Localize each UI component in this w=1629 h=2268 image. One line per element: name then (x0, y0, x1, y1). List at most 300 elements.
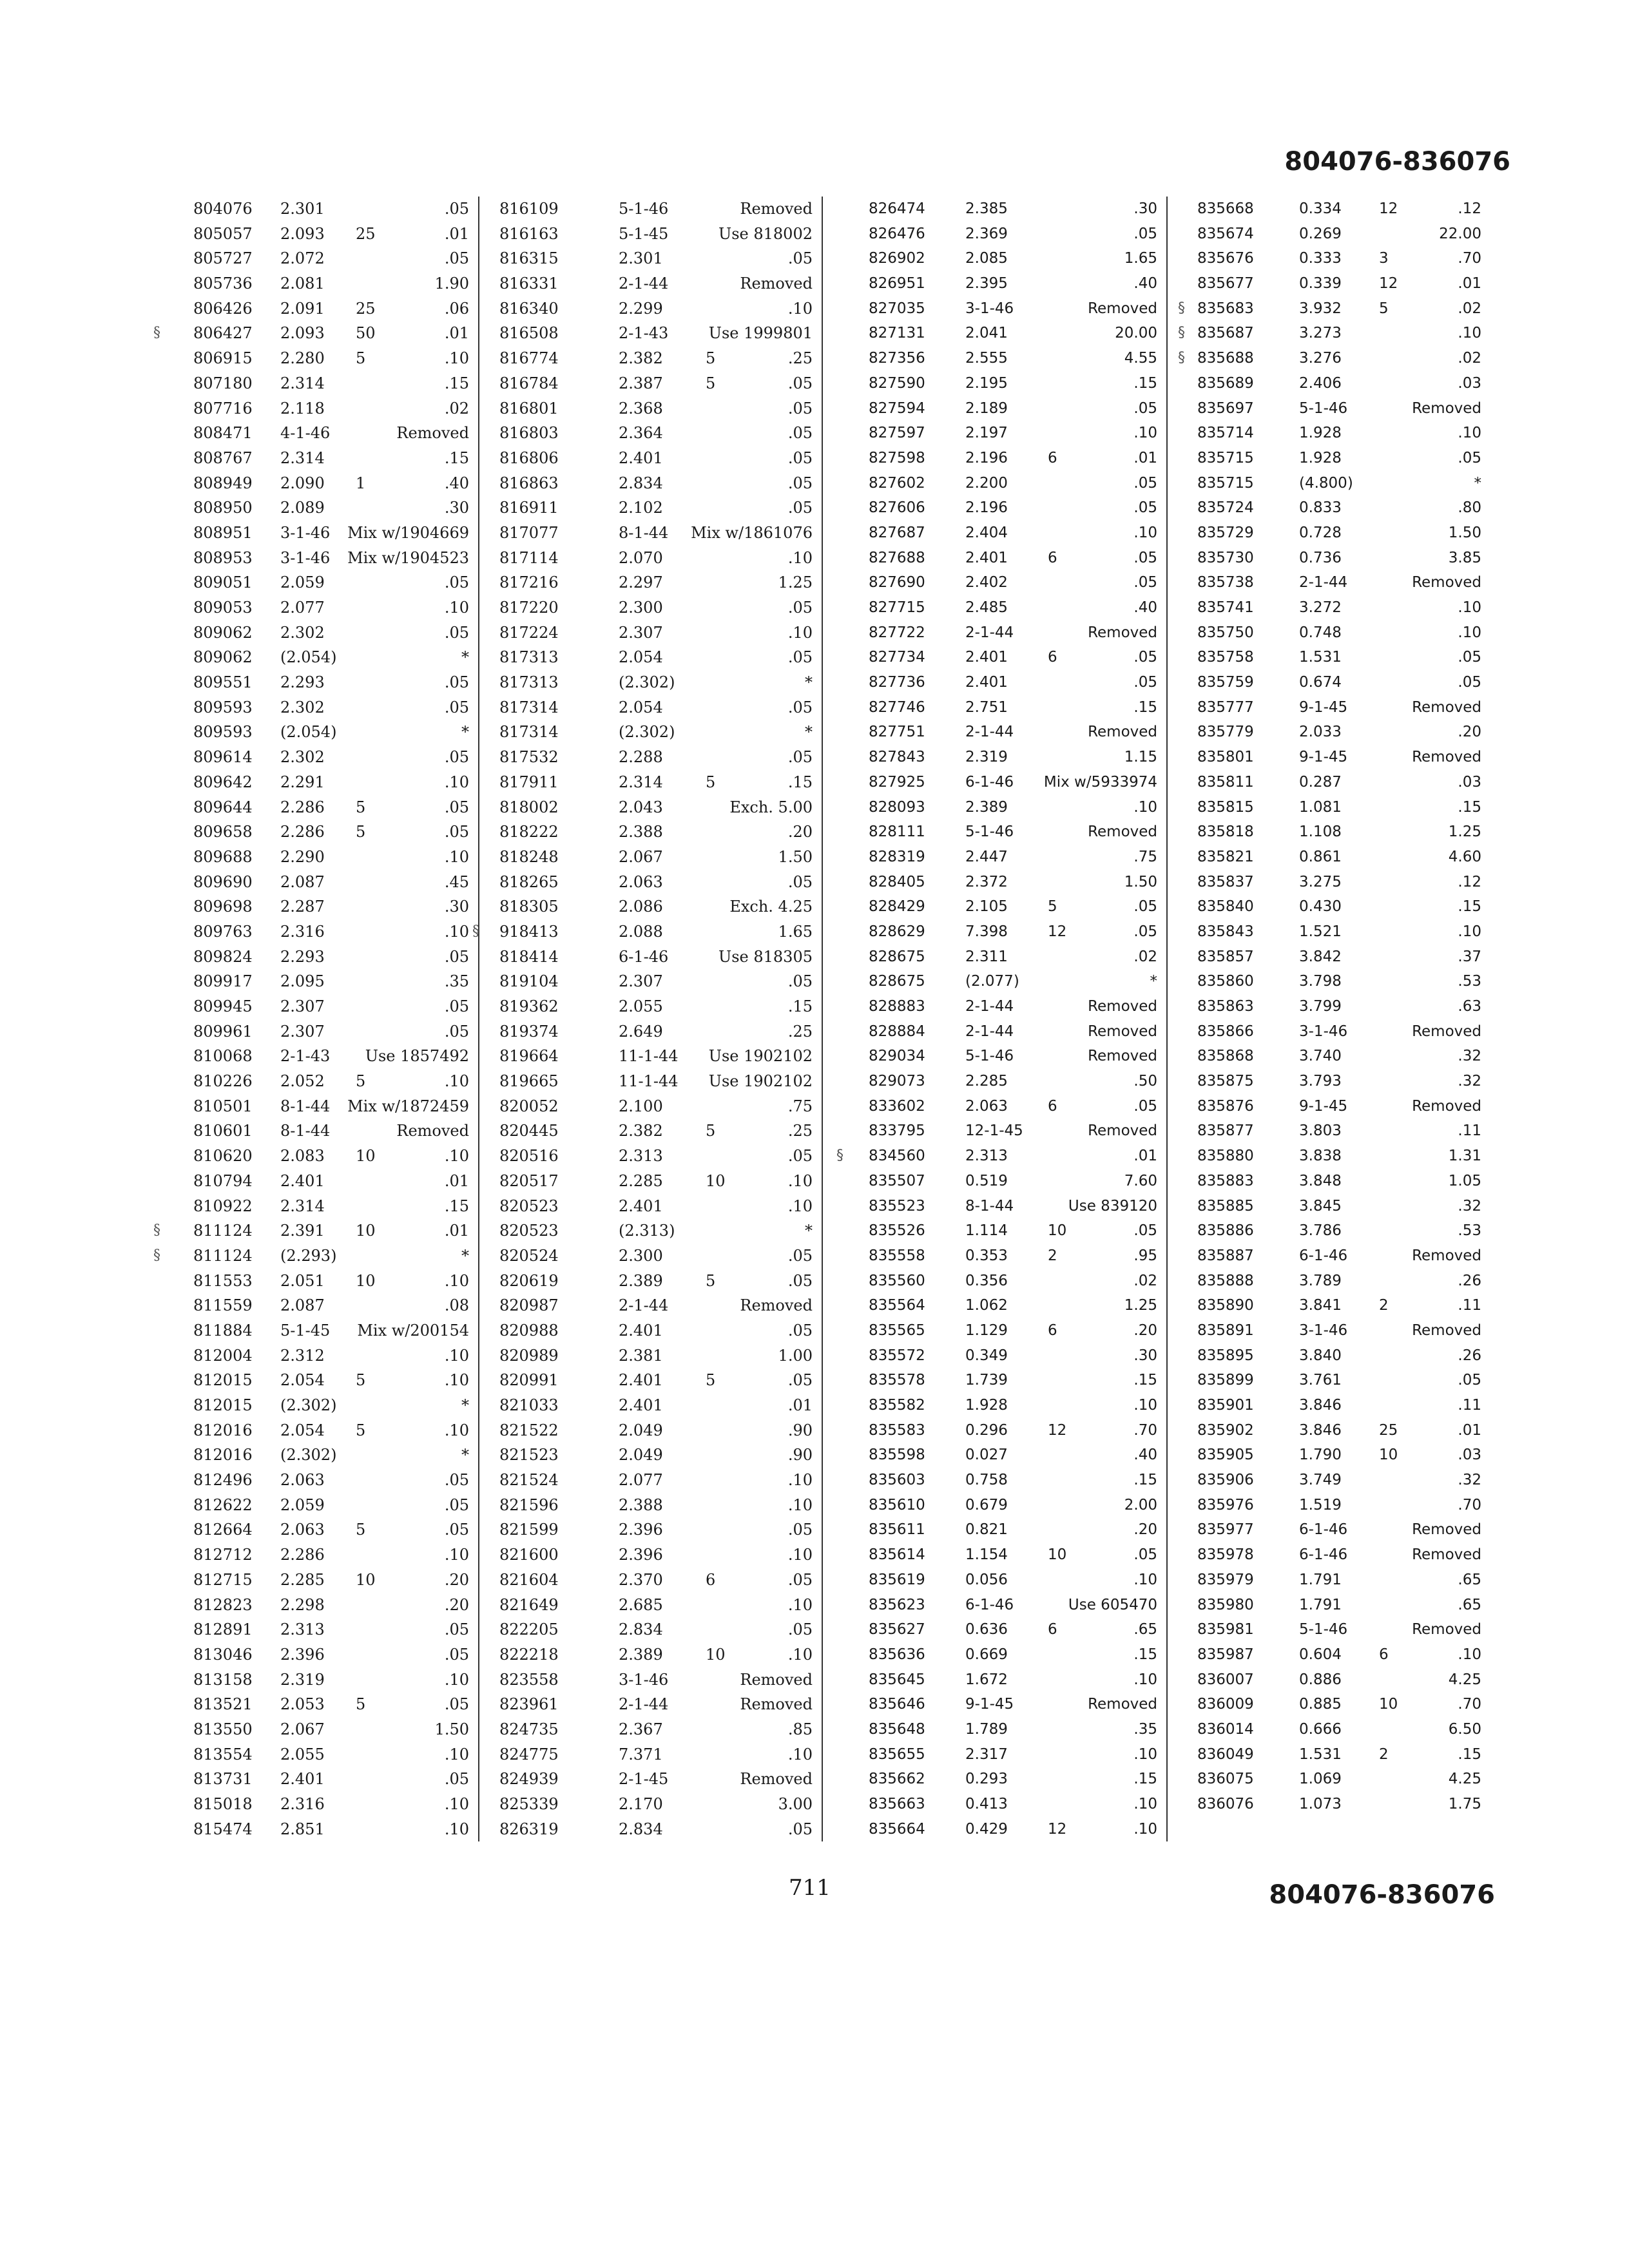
part-number: 809551 (193, 673, 253, 692)
part-number: 829073 (869, 1073, 925, 1090)
price: 6.50 (1448, 1720, 1481, 1738)
price: .20 (444, 1595, 469, 1614)
price: .05 (787, 1820, 813, 1838)
part-value: 0.334 (1299, 200, 1342, 217)
catalog-row (193, 1269, 478, 1294)
part-number: 835818 (1197, 823, 1254, 841)
catalog-row (1197, 1418, 1490, 1443)
part-value: 2.307 (619, 623, 663, 642)
catalog-row (856, 1318, 1166, 1343)
part-number: 824939 (499, 1770, 559, 1789)
price: .53 (1458, 973, 1481, 990)
part-value: 2.401 (619, 1321, 663, 1340)
catalog-row (1197, 197, 1490, 222)
part-value: 0.519 (965, 1172, 1008, 1189)
part-number: 835523 (869, 1197, 925, 1215)
part-number: 816806 (499, 448, 559, 467)
part-number: 827688 (869, 549, 925, 566)
part-value: 3.840 (1299, 1347, 1342, 1364)
section-mark: § (153, 1247, 160, 1264)
part-number: 835623 (869, 1596, 925, 1613)
part-value: 2.293 (280, 947, 325, 966)
price: .10 (1458, 1646, 1481, 1663)
part-number: 817224 (499, 623, 559, 642)
catalog-row (499, 1069, 822, 1094)
part-value: 2.091 (280, 299, 325, 318)
catalog-row (1197, 1468, 1490, 1493)
catalog-row (856, 570, 1166, 595)
catalog-row (499, 670, 822, 695)
part-number: 816911 (499, 499, 559, 517)
catalog-column-4 (1178, 197, 1490, 1817)
part-number: 809062 (193, 648, 253, 667)
part-value: 3.838 (1299, 1148, 1342, 1165)
part-number: 812823 (193, 1595, 253, 1614)
part-value: (2.302) (280, 1446, 337, 1465)
part-number: 835887 (1197, 1247, 1254, 1264)
part-number: 817313 (499, 673, 559, 692)
part-number: 817911 (499, 773, 559, 791)
catalog-row (193, 695, 478, 720)
part-number: 835611 (869, 1521, 925, 1539)
price: .05 (787, 474, 813, 492)
part-number: 812016 (193, 1421, 253, 1439)
part-number: 817532 (499, 748, 559, 767)
price: .08 (444, 1296, 469, 1315)
catalog-row (193, 1368, 478, 1393)
part-value: 3.845 (1299, 1197, 1342, 1215)
catalog-row (472, 919, 822, 945)
part-value: 2.389 (965, 798, 1008, 816)
part-value: 2.401 (280, 1770, 325, 1789)
catalog-row (193, 1717, 478, 1742)
price: .10 (787, 548, 813, 567)
quantity: 10 (356, 1271, 376, 1290)
part-value: 2.834 (619, 474, 663, 492)
part-value: 2.105 (965, 898, 1008, 916)
part-value: 2.302 (280, 623, 325, 642)
catalog-row (499, 1194, 822, 1219)
part-number: 835901 (1197, 1397, 1254, 1414)
catalog-row (856, 670, 1166, 695)
part-value: 8-1-44 (280, 1122, 331, 1140)
price: .90 (787, 1446, 813, 1465)
footer-range: 804076-836076 (1269, 1880, 1495, 1910)
part-value: 5-1-46 (619, 200, 669, 218)
part-number: 807180 (193, 374, 253, 392)
part-value: 2.316 (280, 922, 325, 941)
price: Exch. 4.25 (729, 898, 813, 916)
part-value: 2.054 (619, 698, 663, 716)
part-number: 827356 (869, 350, 925, 367)
catalog-row (856, 1717, 1166, 1742)
catalog-row (499, 1318, 822, 1343)
quantity: 10 (706, 1645, 726, 1664)
catalog-row (499, 1218, 822, 1244)
catalog-column-1 (153, 197, 479, 1841)
catalog-row (1197, 546, 1490, 571)
part-value: 2.095 (280, 972, 325, 991)
catalog-row (1197, 1517, 1490, 1542)
price: .05 (1133, 923, 1157, 940)
price: .15 (1133, 1646, 1157, 1663)
part-number: 835890 (1197, 1297, 1254, 1314)
part-value: 2.043 (619, 798, 663, 816)
catalog-row (1197, 945, 1490, 970)
part-value: 2.067 (619, 847, 663, 866)
catalog-row (856, 246, 1166, 271)
catalog-row (1197, 521, 1490, 546)
catalog-row (856, 1019, 1166, 1044)
price: 4.55 (1124, 350, 1157, 367)
price: .10 (1133, 425, 1157, 442)
price: .10 (1458, 923, 1481, 940)
price: .70 (1133, 1421, 1157, 1439)
catalog-row (1178, 296, 1490, 322)
part-number: 835895 (1197, 1347, 1254, 1364)
catalog-row (499, 1393, 822, 1418)
price: .05 (444, 249, 469, 268)
catalog-row (193, 197, 478, 222)
catalog-row (856, 1368, 1166, 1393)
catalog-row (499, 1642, 822, 1667)
quantity: 50 (356, 324, 376, 343)
part-value: 2-1-44 (965, 624, 1014, 641)
catalog-row (856, 1044, 1166, 1069)
part-value: 3.793 (1299, 1073, 1342, 1090)
catalog-row (499, 396, 822, 421)
part-number: 808953 (193, 548, 253, 567)
part-number: 811559 (193, 1296, 253, 1315)
price: .70 (1458, 250, 1481, 267)
catalog-row (856, 1817, 1166, 1842)
part-number: 835891 (1197, 1321, 1254, 1339)
part-value: 3-1-46 (619, 1670, 669, 1689)
quantity: 1 (356, 474, 366, 492)
part-value: 2.319 (965, 749, 1008, 766)
part-number: 820445 (499, 1122, 559, 1140)
part-number: 809698 (193, 898, 253, 916)
part-number: 808767 (193, 448, 253, 467)
part-number: 833602 (869, 1097, 925, 1115)
price: .05 (1133, 1222, 1157, 1240)
catalog-row (856, 1568, 1166, 1593)
part-number: 809658 (193, 823, 253, 841)
catalog-row (499, 1418, 822, 1443)
part-value: 0.669 (965, 1646, 1008, 1663)
part-value: 2.301 (280, 200, 325, 218)
part-number: 835507 (869, 1172, 925, 1189)
price: .05 (787, 1147, 813, 1166)
part-number: 835883 (1197, 1172, 1254, 1189)
catalog-row (499, 1094, 822, 1119)
part-value: 1.519 (1299, 1496, 1342, 1514)
price: .10 (787, 623, 813, 642)
part-number: 826476 (869, 225, 925, 242)
catalog-row (836, 1144, 1166, 1169)
part-number: 827722 (869, 624, 925, 641)
part-value: 3.740 (1299, 1048, 1342, 1065)
part-number: 834560 (869, 1148, 925, 1165)
part-value: 2.189 (965, 399, 1008, 417)
catalog-row (193, 296, 478, 322)
price: .03 (1458, 773, 1481, 791)
part-number: 835688 (1197, 350, 1254, 367)
price: .35 (1133, 1720, 1157, 1738)
catalog-row (193, 1593, 478, 1618)
part-value: 2.314 (280, 1196, 325, 1215)
catalog-row (499, 546, 822, 571)
part-number: 809824 (193, 947, 253, 966)
catalog-row (1197, 222, 1490, 247)
catalog-row (1197, 1393, 1490, 1418)
part-value: 2-1-43 (619, 324, 669, 343)
price: .10 (444, 1745, 469, 1763)
price: Removed (1412, 749, 1481, 766)
catalog-row (856, 271, 1166, 296)
part-value: 2.093 (280, 224, 325, 243)
price: Use 839120 (1068, 1197, 1157, 1215)
price: .10 (787, 1196, 813, 1215)
price: .40 (1133, 1446, 1157, 1464)
quantity: 5 (1048, 898, 1057, 916)
price: Removed (1412, 399, 1481, 417)
part-value: 1.154 (965, 1546, 1008, 1564)
part-number: 816109 (499, 200, 559, 218)
catalog-row (856, 695, 1166, 720)
part-number: 835741 (1197, 599, 1254, 616)
part-number: 835902 (1197, 1421, 1254, 1439)
catalog-row (1197, 1119, 1490, 1144)
part-number: 835558 (869, 1247, 925, 1264)
price: .05 (444, 698, 469, 716)
price: .32 (1458, 1073, 1481, 1090)
part-number: 835843 (1197, 923, 1254, 940)
price: .10 (1458, 624, 1481, 641)
part-number: 828883 (869, 998, 925, 1015)
part-value: 2.089 (280, 499, 325, 517)
quantity: 10 (356, 1222, 376, 1240)
part-value: 2.297 (619, 573, 663, 592)
part-number: 820516 (499, 1147, 559, 1166)
catalog-row (193, 1443, 478, 1468)
part-value: 2.200 (965, 474, 1008, 492)
part-number: 813731 (193, 1770, 253, 1789)
part-value: 2.402 (965, 574, 1008, 591)
price: .10 (1458, 425, 1481, 442)
part-value: 3.848 (1299, 1172, 1342, 1189)
part-number: 809917 (193, 972, 253, 991)
quantity: 5 (706, 349, 716, 368)
part-value: 0.430 (1299, 898, 1342, 916)
part-value: 1.672 (965, 1671, 1008, 1688)
part-number: 835729 (1197, 524, 1254, 541)
quantity: 5 (356, 1695, 366, 1714)
part-number: 809763 (193, 922, 253, 941)
part-value: 2.070 (619, 548, 663, 567)
price: .05 (444, 748, 469, 767)
price: Use 1902102 (708, 1047, 813, 1066)
part-value: 2.054 (280, 1371, 325, 1390)
price: Removed (1412, 698, 1481, 716)
price: Removed (1088, 823, 1157, 841)
price: Removed (396, 1122, 469, 1140)
catalog-row (856, 1343, 1166, 1369)
catalog-row (499, 845, 822, 870)
catalog-row (193, 1493, 478, 1518)
part-number: 835987 (1197, 1646, 1254, 1663)
catalog-row (1197, 645, 1490, 670)
part-number: 835646 (869, 1696, 925, 1713)
part-number: 835614 (869, 1546, 925, 1564)
part-value: 3.275 (1299, 873, 1342, 890)
part-number: 816331 (499, 274, 559, 293)
part-number: 835565 (869, 1321, 925, 1339)
price: .05 (787, 698, 813, 716)
part-number: 817314 (499, 698, 559, 716)
price: .05 (1133, 1097, 1157, 1115)
price: .40 (444, 474, 469, 492)
price: .20 (1133, 1521, 1157, 1539)
part-value: 1.928 (1299, 425, 1342, 442)
quantity: 25 (1379, 1421, 1398, 1439)
part-number: 835677 (1197, 275, 1254, 293)
part-number: 835821 (1197, 848, 1254, 865)
part-number: 827746 (869, 698, 925, 716)
price: Removed (1412, 1621, 1481, 1639)
catalog-row (856, 919, 1166, 945)
part-number: 835877 (1197, 1122, 1254, 1140)
catalog-row (856, 1468, 1166, 1493)
catalog-row (856, 296, 1166, 322)
price: .05 (1458, 674, 1481, 691)
price: Mix w/5933974 (1043, 773, 1157, 791)
section-mark: § (1178, 350, 1185, 367)
quantity: 2 (1379, 1745, 1389, 1763)
quantity: 3 (1379, 250, 1389, 267)
part-number: 827925 (869, 773, 925, 791)
price: .05 (1458, 1372, 1481, 1389)
price: .32 (1458, 1197, 1481, 1215)
part-value: 0.353 (965, 1247, 1008, 1264)
price: .10 (444, 922, 469, 941)
part-value: 2.396 (619, 1546, 663, 1564)
price: .37 (1458, 948, 1481, 965)
price: Mix w/1872459 (347, 1097, 469, 1115)
part-value: 2.649 (619, 1022, 663, 1041)
part-value: 0.758 (965, 1472, 1008, 1489)
part-number: 835648 (869, 1720, 925, 1738)
part-number: 835875 (1197, 1073, 1254, 1090)
part-value: 2.054 (619, 648, 663, 667)
catalog-row (193, 1393, 478, 1418)
catalog-row (1178, 346, 1490, 371)
price: .20 (787, 823, 813, 841)
part-number: 805057 (193, 224, 253, 243)
catalog-row (499, 1593, 822, 1618)
price: * (805, 673, 813, 692)
price: .01 (444, 224, 469, 243)
price: .02 (444, 399, 469, 418)
part-number: 817220 (499, 599, 559, 617)
price: Exch. 5.00 (729, 798, 813, 816)
price: .10 (444, 1346, 469, 1365)
part-value: 2.287 (280, 898, 325, 916)
catalog-row (856, 1094, 1166, 1119)
catalog-row (1197, 870, 1490, 895)
part-number: 835724 (1197, 499, 1254, 517)
price: Use 1902102 (708, 1072, 813, 1091)
part-value: 0.027 (965, 1446, 1008, 1464)
part-value: 0.674 (1299, 674, 1342, 691)
part-number: 823558 (499, 1670, 559, 1689)
price: .05 (787, 424, 813, 443)
part-value: 2.317 (965, 1745, 1008, 1763)
quantity: 5 (706, 374, 716, 392)
catalog-row (193, 1517, 478, 1542)
part-value: 2-1-44 (965, 998, 1014, 1015)
part-value: 2.319 (280, 1670, 325, 1689)
catalog-row (1197, 396, 1490, 421)
part-value: 2.077 (619, 1471, 663, 1490)
catalog-row (193, 1044, 478, 1069)
catalog-row (193, 1568, 478, 1593)
part-value: 2.063 (280, 1471, 325, 1490)
price: .05 (1133, 399, 1157, 417)
catalog-row (193, 1817, 478, 1842)
price: 1.25 (778, 573, 813, 592)
catalog-row (499, 820, 822, 845)
part-value: 8-1-44 (619, 523, 669, 542)
price: .05 (444, 673, 469, 692)
price: .05 (444, 1471, 469, 1490)
price: .10 (444, 1371, 469, 1390)
part-value: 2.401 (619, 448, 663, 467)
part-value: 2.313 (965, 1148, 1008, 1165)
part-number: 835687 (1197, 325, 1254, 342)
part-value: 2.090 (280, 474, 325, 492)
part-value: 2.313 (280, 1620, 325, 1639)
part-number: 835758 (1197, 649, 1254, 666)
part-number: 835674 (1197, 225, 1254, 242)
price: .12 (1458, 200, 1481, 217)
part-number: 824735 (499, 1720, 559, 1738)
part-number: 812664 (193, 1521, 253, 1539)
part-number: 835730 (1197, 549, 1254, 566)
part-number: 835715 (1197, 474, 1254, 492)
catalog-row (856, 620, 1166, 646)
price: .12 (1458, 873, 1481, 890)
part-value: 0.666 (1299, 1720, 1342, 1738)
catalog-row (499, 894, 822, 919)
price: .02 (1458, 300, 1481, 317)
part-value: (2.302) (619, 723, 675, 742)
part-number: 827590 (869, 374, 925, 392)
price: .05 (444, 1770, 469, 1789)
price: .10 (444, 773, 469, 791)
price: 22.00 (1439, 225, 1481, 242)
catalog-row (856, 595, 1166, 620)
part-number: 835759 (1197, 674, 1254, 691)
catalog-row (1197, 720, 1490, 745)
part-number: 812015 (193, 1371, 253, 1390)
catalog-row (193, 1542, 478, 1568)
price: .15 (444, 374, 469, 392)
catalog-row (856, 1244, 1166, 1269)
price: .05 (787, 972, 813, 991)
part-number: 826474 (869, 200, 925, 217)
part-number: 836076 (1197, 1796, 1254, 1812)
